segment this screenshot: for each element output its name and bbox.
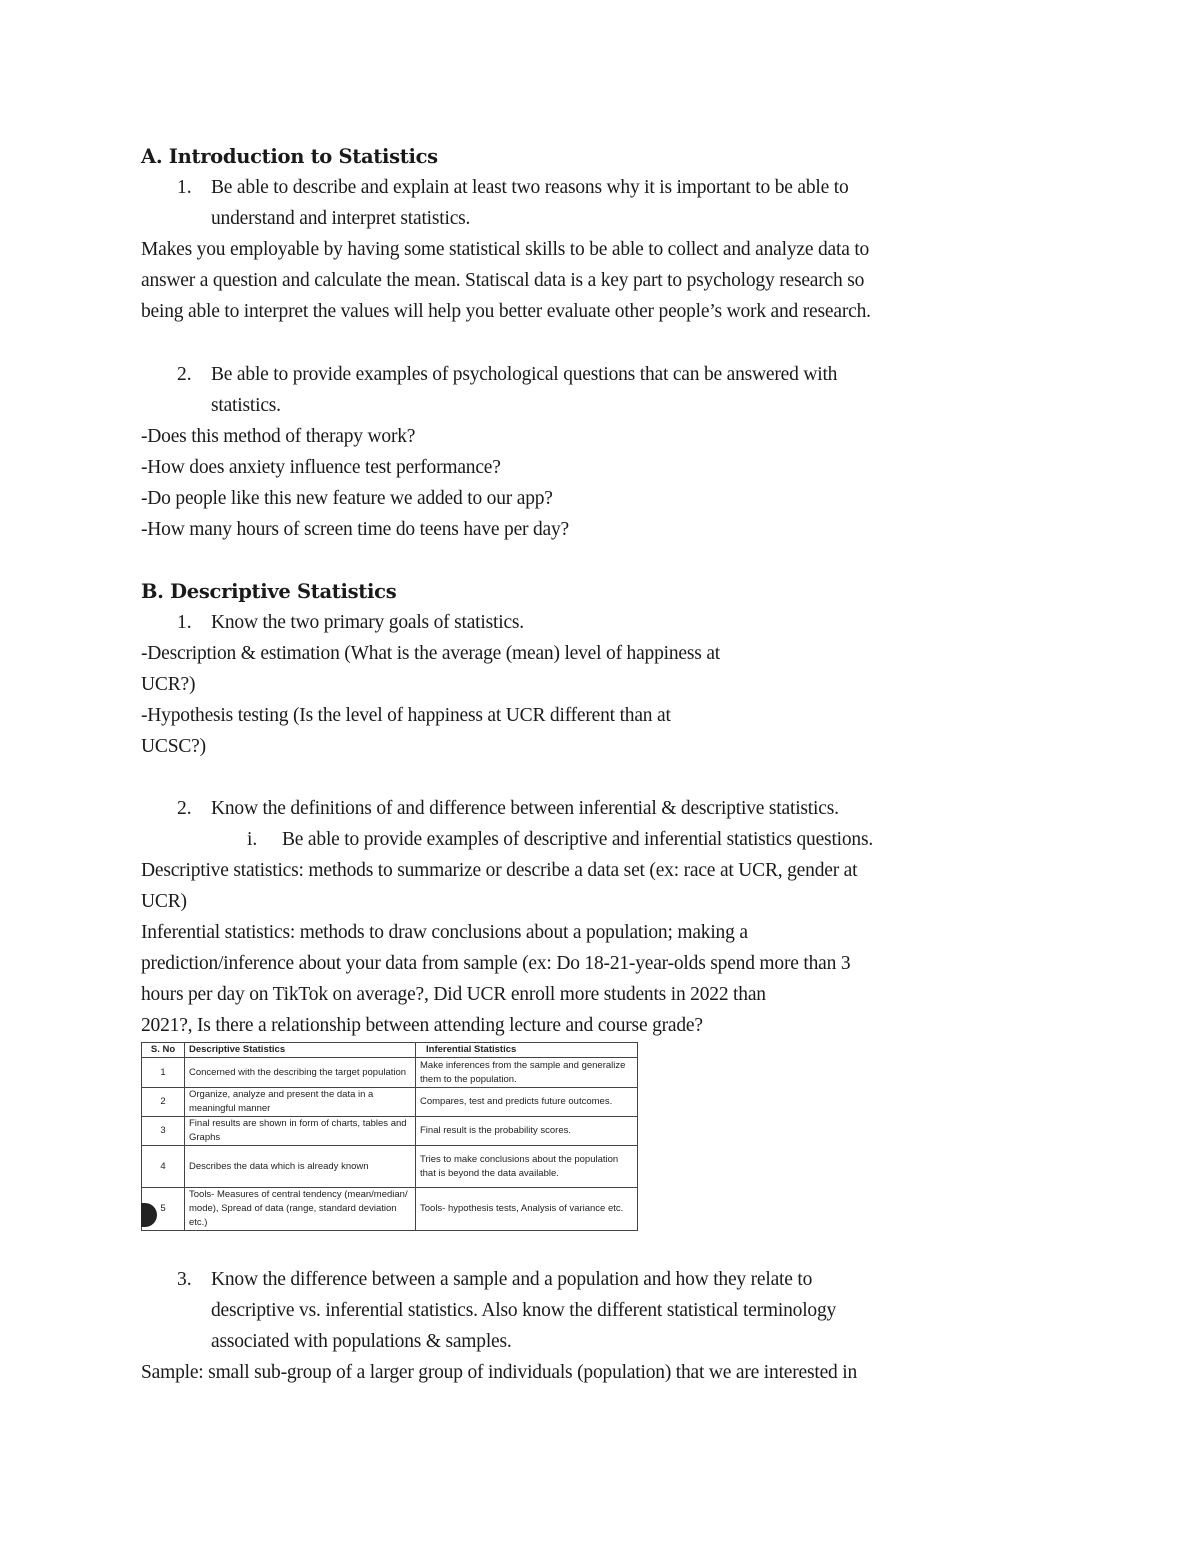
table-cell: Tools- Measures of central tendency (mean/median/ mode), Spread of data (range, standard deviation etc.) [185, 1188, 416, 1231]
example-line: -Does this method of therapy work? [141, 426, 416, 447]
question-line: Be able to provide examples of psychological questions that can be answered with [211, 364, 838, 385]
table-row [142, 1188, 638, 1231]
question-line: Know the definitions of and difference between inferential & descriptive statistics. [211, 798, 839, 819]
table-cell: Tools- hypothesis tests, Analysis of variance etc. [416, 1188, 638, 1231]
table-header-row [142, 1043, 638, 1058]
table-cell: Final result is the probability scores. [416, 1117, 638, 1146]
answer-line: Descriptive statistics: methods to summarize or describe a data set (ex: race at UCR, gender at [141, 860, 858, 881]
answer-line: 2021?, Is there a relationship between attending lecture and course grade? [141, 1015, 703, 1036]
answer-line: being able to interpret the values will help you better evaluate other people’s work and research. [141, 301, 871, 322]
question-line: understand and interpret statistics. [211, 208, 471, 229]
example-line: -How many hours of screen time do teens have per day? [141, 519, 569, 540]
answer-line: UCR?) [141, 674, 196, 695]
list-number: 1. [177, 177, 192, 198]
table-row [142, 1058, 638, 1088]
table-cell: Make inferences from the sample and generalize them to the population. [416, 1058, 638, 1088]
list-number: i. [247, 829, 258, 850]
list-number: 3. [177, 1269, 192, 1290]
question-line: descriptive vs. inferential statistics. Also know the different statistical terminology [211, 1300, 837, 1321]
answer-line: UCSC?) [141, 736, 206, 757]
table-row [142, 1088, 638, 1117]
table-header: Descriptive Statistics [185, 1043, 416, 1058]
table-cell: Organize, analyze and present the data in a meaningful manner [185, 1088, 416, 1117]
table-cell: 5 [142, 1188, 185, 1231]
table-row [142, 1117, 638, 1146]
table-cell: 3 [142, 1117, 185, 1146]
answer-line: hours per day on TikTok on average?, Did UCR enroll more students in 2022 than [141, 984, 766, 1005]
section-a-heading: A. Introduction to Statistics [141, 145, 438, 168]
answer-line: prediction/inference about your data from sample (ex: Do 18-21-year-olds spend more than 3 [141, 953, 851, 974]
table-cell: Describes the data which is already known [185, 1146, 416, 1188]
table-row [142, 1146, 638, 1188]
table-cell: Final results are shown in form of charts, tables and Graphs [185, 1117, 416, 1146]
table-cell: Compares, test and predicts future outcomes. [416, 1088, 638, 1117]
table-cell: Concerned with the describing the target population [185, 1058, 416, 1088]
table-cell: 2 [142, 1088, 185, 1117]
answer-line: Inferential statistics: methods to draw conclusions about a population; making a [141, 922, 748, 943]
answer-line: -Hypothesis testing (Is the level of happiness at UCR different than at [141, 705, 671, 726]
section-b-heading: B. Descriptive Statistics [141, 580, 397, 603]
answer-line: answer a question and calculate the mean. Statiscal data is a key part to psychology research so [141, 270, 865, 291]
comparison-table [141, 1042, 638, 1231]
table-cell: Tries to make conclusions about the population that is beyond the data available. [416, 1146, 638, 1188]
question-line: statistics. [211, 395, 281, 416]
example-line: -Do people like this new feature we added to our app? [141, 488, 553, 509]
list-number: 1. [177, 612, 192, 633]
question-line: Be able to provide examples of descriptive and inferential statistics questions. [282, 829, 874, 850]
answer-line: Makes you employable by having some statistical skills to be able to collect and analyze data to [141, 239, 870, 260]
question-line: Know the two primary goals of statistics. [211, 612, 524, 633]
question-line: associated with populations & samples. [211, 1331, 512, 1352]
list-number: 2. [177, 364, 192, 385]
table-cell: 4 [142, 1146, 185, 1188]
table-header: Inferential Statistics [416, 1043, 638, 1058]
list-number: 2. [177, 798, 192, 819]
answer-line: UCR) [141, 891, 187, 912]
answer-line: -Description & estimation (What is the average (mean) level of happiness at [141, 643, 720, 664]
table-cell: 1 [142, 1058, 185, 1088]
table-header: S. No [142, 1043, 185, 1058]
answer-line: Sample: small sub-group of a larger group of individuals (population) that we are interested in [141, 1362, 858, 1383]
question-line: Be able to describe and explain at least two reasons why it is important to be able to [211, 177, 849, 198]
example-line: -How does anxiety influence test performance? [141, 457, 501, 478]
question-line: Know the difference between a sample and a population and how they relate to [211, 1269, 813, 1290]
